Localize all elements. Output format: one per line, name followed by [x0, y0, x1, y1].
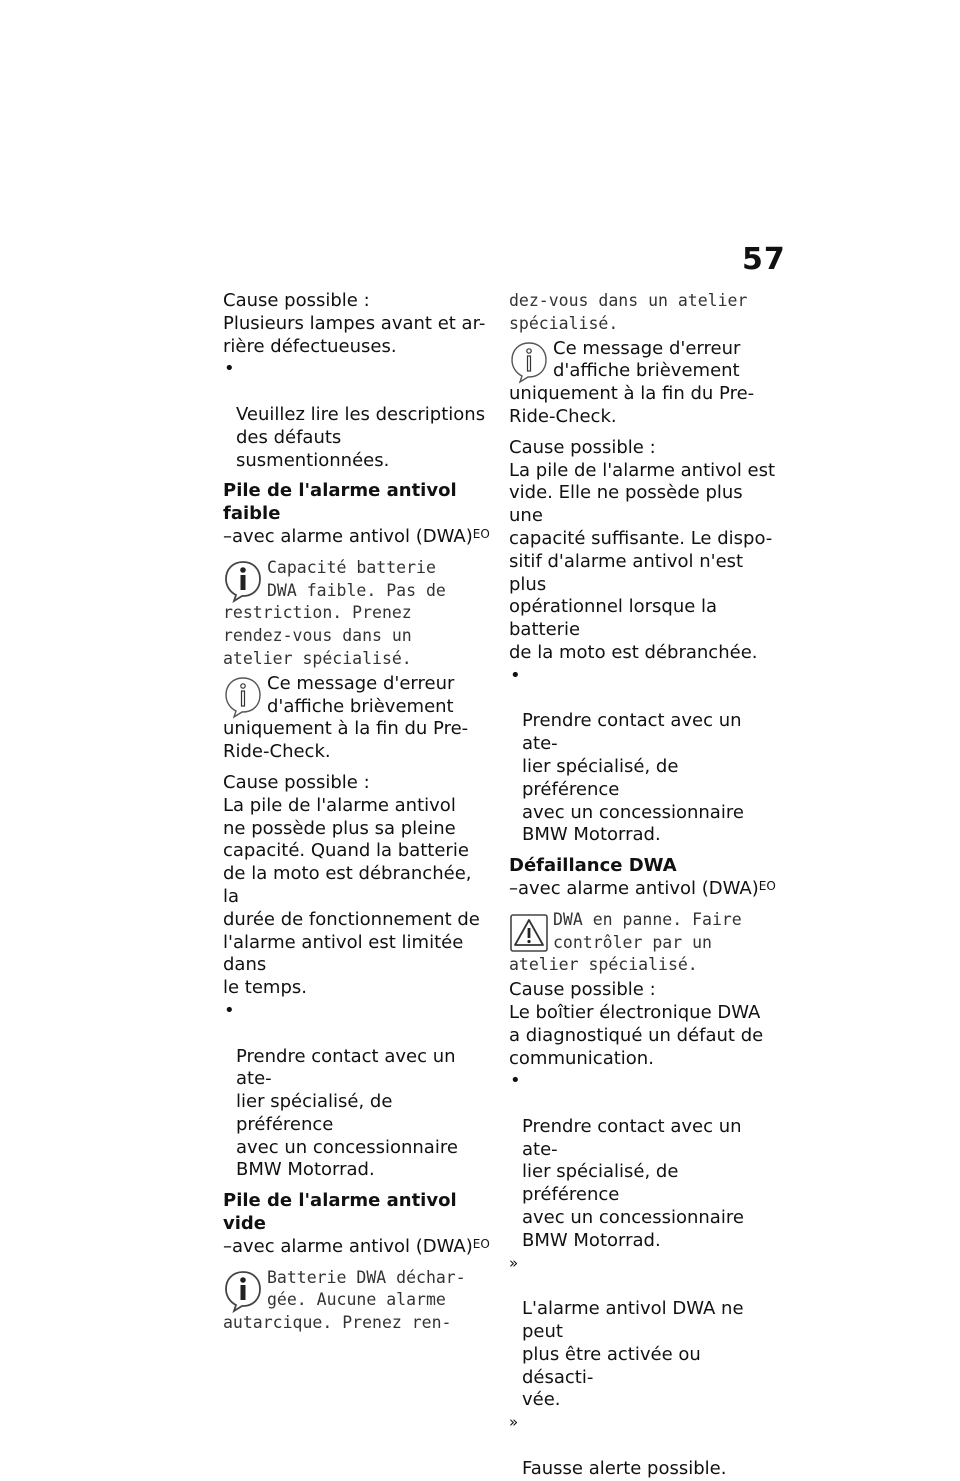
result-item [509, 1412, 777, 1480]
warning-message [509, 909, 777, 977]
cause-label: Cause possible : [509, 436, 656, 458]
section-subheading [223, 1236, 493, 1259]
result-item [509, 1253, 777, 1413]
info-note-text: Ce message d'erreur d'affiche brièvement [267, 672, 455, 717]
cause-label: Cause possible : [223, 290, 370, 311]
cause-label: Cause possible : [509, 979, 656, 1001]
eo-marker: EO [472, 526, 490, 541]
info-outline-icon [223, 675, 263, 719]
subheading-text: –avec alarme antivol (DWA) [223, 525, 473, 547]
cause-text: Le boîtier électronique DWA a diagnostiqué un défaut de communication. [509, 1001, 764, 1069]
bullet-dot: • [224, 358, 235, 380]
cause-text: Plusieurs lampes avant et ar- rière défectueuses. [223, 312, 486, 357]
double-chevron-icon: » [509, 1253, 519, 1272]
subheading-text: –avec alarme antivol (DWA) [223, 1235, 473, 1257]
cause-label: Cause possible : [223, 771, 370, 793]
info-message-continued: dez-vous dans un atelier spécialisé. [509, 291, 748, 333]
info-message-mono-rest: autarcique. Prenez ren- [223, 1313, 452, 1333]
info-note-text: Ce message d'erreur d'affiche brièvement [553, 337, 741, 382]
bullet-text: Prendre contact avec un ate- lier spécialisé, de préférence avec un concessionnaire BMW Motorrad. [236, 1045, 458, 1181]
info-note-text-rest: uniquement à la fin du Pre- Ride-Check. [223, 718, 469, 763]
bullet-text: Veuillez lire les descriptions des défauts susmentionnées. [236, 403, 486, 471]
subheading-text: –avec alarme antivol (DWA) [509, 877, 759, 899]
info-message [223, 557, 493, 671]
info-message-mono: Capacité batterie DWA faible. Pas de [267, 557, 446, 600]
warning-message-mono-rest: atelier spécialisé. [509, 955, 698, 975]
bullet-dot: • [510, 664, 521, 686]
info-message [223, 1267, 493, 1335]
bullet-dot: • [224, 999, 235, 1021]
double-chevron-icon: » [509, 1413, 519, 1432]
eo-marker: EO [758, 878, 776, 893]
info-note-text-rest: uniquement à la fin du Pre- Ride-Check. [509, 383, 755, 427]
bullet-item [509, 665, 777, 847]
info-note [223, 673, 493, 764]
section-heading: Pile de l'alarme antivol vide [223, 1190, 457, 1235]
bullet-item [223, 358, 493, 472]
info-icon [223, 1269, 263, 1313]
section-heading: Pile de l'alarme antivol faible [223, 480, 457, 525]
result-text: L'alarme antivol DWA ne peut plus être activée ou désacti- vée. [522, 1298, 744, 1411]
result-text: Fausse alerte possible. [522, 1457, 727, 1479]
bullet-item [223, 1000, 493, 1182]
bullet-item [509, 1070, 777, 1252]
eo-marker: EO [472, 1236, 490, 1251]
section-subheading [223, 526, 493, 549]
info-message-mono-rest: restriction. Prenez rendez-vous dans un atelier spécialisé. [223, 603, 412, 668]
info-icon [223, 559, 263, 603]
info-message-mono: Batterie DWA déchar- gée. Aucune alarme [267, 1267, 466, 1310]
warning-triangle-icon [509, 911, 549, 955]
section-heading: Défaillance DWA [509, 855, 677, 877]
cause-text: La pile de l'alarme antivol ne possède plus sa pleine capacité. Quand la batterie de la moto est débranchée, la durée de fonctionnement de l'alarme antivol est limitée dans le temps. [223, 794, 480, 999]
page-number: 57 [742, 242, 786, 277]
right-column [509, 290, 777, 1481]
cause-text: La pile de l'alarme antivol est vide. Elle ne possède plus une capacité suffisante. Le dispo- sitif d'alarme antivol n'est plus opérationnel lorsque la batterie de la moto est débranchée. [509, 459, 776, 663]
warning-message-mono: DWA en panne. Faire contrôler par un [553, 909, 742, 952]
bullet-text: Prendre contact avec un ate- lier spécialisé, de préférence avec un concessionnaire BMW Motorrad. [522, 710, 744, 846]
bullet-text: Prendre contact avec un ate- lier spécialisé, de préférence avec un concessionnaire BMW Motorrad. [522, 1115, 744, 1251]
section-subheading [509, 878, 777, 901]
left-column [223, 290, 493, 1335]
info-note [509, 338, 777, 429]
info-outline-icon [509, 340, 549, 384]
bullet-dot: • [510, 1070, 521, 1092]
